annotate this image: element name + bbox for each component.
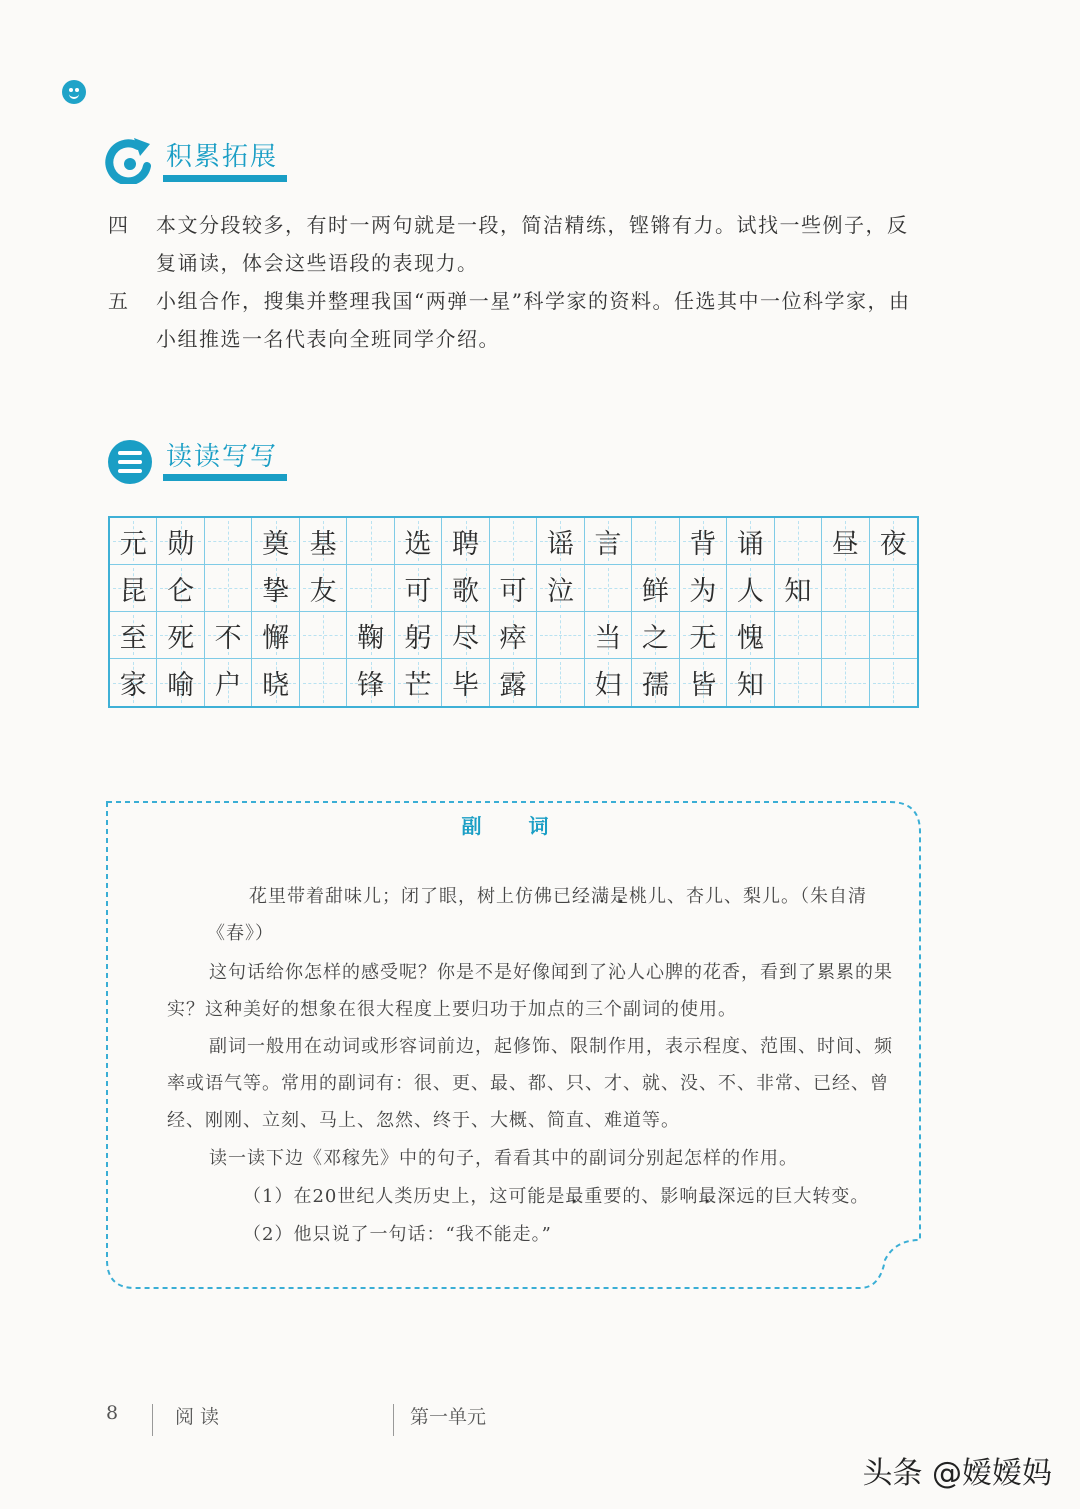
quote-text-a: 花里带着甜味儿；闭了眼，树上仿佛: [249, 886, 553, 907]
grid-cell: [775, 659, 822, 706]
grid-cell: [395, 659, 442, 706]
grid-char: 死: [167, 622, 195, 654]
grid-char: 锋: [357, 670, 385, 701]
grid-cell: [347, 518, 394, 565]
section-underline: [163, 474, 287, 481]
grid-cell: [205, 565, 252, 612]
grid-cell: [537, 518, 584, 565]
grid-char: 皆: [689, 670, 717, 701]
example-sentence-2: [243, 1216, 923, 1253]
grid-cell: [157, 612, 204, 659]
grid-char: 友: [309, 575, 337, 607]
grid-char: 基: [309, 528, 337, 560]
grid-char: 为: [689, 575, 717, 607]
grid-cell: [395, 612, 442, 659]
refresh-arrow-icon: [104, 136, 156, 184]
grid-cell: [632, 565, 679, 612]
grid-char: 愧: [736, 622, 764, 654]
dotted-char: 只: [312, 1224, 332, 1245]
exercise-text: 本文分段较多，有时一两句就是一段，简洁精练，铿锵有力。试找一些例子，反复诵读，体会这些语段的表现力。: [156, 213, 909, 275]
grid-cell: [775, 612, 822, 659]
grid-char: 昆: [119, 575, 147, 607]
grid-cell: [157, 565, 204, 612]
sentence-text: 深远的巨大转变。: [717, 1186, 870, 1207]
grid-cell: [252, 659, 299, 706]
grid-cell: [347, 612, 394, 659]
grid-cell: [537, 565, 584, 612]
adverb-info-box: [105, 800, 925, 1290]
grid-char: 之: [641, 622, 669, 654]
grid-char: 诵: [736, 528, 764, 560]
grid-cell: [537, 659, 584, 706]
grid-char: 可: [404, 575, 432, 607]
section-title-accumulate: 积累拓展: [166, 142, 279, 172]
grid-cell: [252, 565, 299, 612]
list-circle-icon: [106, 438, 154, 486]
grid-char: 仑: [167, 575, 195, 607]
grid-cell: [252, 612, 299, 659]
grid-cell: [680, 565, 727, 612]
grid-cell: [110, 659, 157, 706]
grid-cell: [205, 659, 252, 706]
grid-cell: [490, 565, 537, 612]
dotted-char: 经: [572, 886, 591, 907]
grid-char: 晓: [262, 670, 290, 701]
grid-cell: [680, 518, 727, 565]
grid-char: 鞠: [357, 622, 385, 654]
grid-cell: [727, 518, 774, 565]
grid-cell: [395, 565, 442, 612]
grid-cell: [110, 518, 157, 565]
grid-cell: [252, 518, 299, 565]
section-underline: [163, 175, 287, 182]
paragraph-4: 读一读下边《邓稼先》中的句子，看看其中的副词分别起怎样的作用。: [209, 1148, 798, 1169]
grid-cell: [442, 659, 489, 706]
grid-cell: [300, 565, 347, 612]
page-number: 8: [106, 1402, 119, 1424]
grid-cell: [870, 518, 917, 565]
grid-char: 人: [736, 575, 764, 607]
grid-char: 可: [499, 575, 527, 607]
paragraph-2: 这句话给你怎样的感受呢？你是不是好像闻到了沁人心脾的花香，看到了累累的果实？这种美好的想象在很大程度上要归功于加点的三个副词的使用。: [167, 962, 893, 1020]
grid-cell: [680, 612, 727, 659]
grid-cell: [680, 659, 727, 706]
sentence-text: 重要的、影响: [584, 1186, 699, 1207]
grid-cell: [347, 659, 394, 706]
example-sentence-1: [243, 1178, 923, 1215]
grid-cell: [822, 518, 869, 565]
grid-cell: [822, 659, 869, 706]
paragraph-3: 副词一般用在动词或形容词前边，起修饰、限制作用，表示程度、范围、时间、频率或语气等。常用的副词有：很、更、最、都、只、才、就、没、不、非常、已经、曾经、刚刚、立刻、马上、忽然、终于、大概、简直、难道等。: [167, 1036, 893, 1131]
grid-cell: [585, 565, 632, 612]
footer-divider: [152, 1404, 153, 1436]
grid-char: 背: [689, 528, 717, 560]
dotted-char: 最: [698, 1186, 718, 1207]
grid-cell: [727, 565, 774, 612]
grid-cell: [585, 612, 632, 659]
grid-char: 户: [214, 670, 242, 701]
grid-cell: [300, 518, 347, 565]
grid-char: 歌: [452, 575, 480, 607]
dotted-char: 已: [553, 886, 572, 907]
grid-char: 芒: [404, 670, 432, 701]
grid-cell: [870, 565, 917, 612]
grid-char: 至: [119, 622, 147, 654]
grid-cell: [822, 612, 869, 659]
grid-char: 昼: [831, 528, 859, 560]
grid-char: 尽: [452, 622, 480, 654]
grid-cell: [395, 518, 442, 565]
sentence-text: 说了一句话：“我不能走。”: [331, 1224, 552, 1245]
grid-cell: [442, 518, 489, 565]
sentence-text: （2）他: [243, 1224, 313, 1245]
smiley-icon: [62, 80, 86, 104]
grid-char: 奠: [262, 528, 290, 560]
exercise-5: [108, 282, 938, 362]
vocabulary-grid: [108, 516, 919, 708]
grid-char: 知: [736, 670, 764, 701]
grid-char: 当: [594, 622, 622, 654]
dotted-char: 满: [591, 886, 610, 907]
exercise-text: 小组合作，搜集并整理我国“两弹一星”科学家的资料。任选其中一位科学家，由小组推选一名代表向全班同学介绍。: [156, 289, 911, 351]
grid-char: 无: [689, 622, 717, 654]
grid-char: 妇: [594, 670, 622, 701]
section-title-read-write: 读读写写: [166, 442, 279, 472]
dotted-char: 最: [565, 1186, 585, 1207]
grid-char: 勋: [167, 528, 195, 560]
grid-cell: [442, 612, 489, 659]
grid-cell: [870, 612, 917, 659]
grid-cell: [727, 612, 774, 659]
grid-char: 不: [214, 622, 242, 654]
grid-char: 元: [119, 528, 147, 560]
exercise-number: 四: [108, 213, 130, 237]
grid-cell: [632, 659, 679, 706]
grid-cell: [442, 565, 489, 612]
grid-char: 泣: [546, 575, 574, 607]
grid-cell: [775, 565, 822, 612]
grid-char: 躬: [404, 622, 432, 654]
grid-cell: [205, 518, 252, 565]
grid-cell: [585, 659, 632, 706]
grid-cell: [110, 612, 157, 659]
grid-cell: [490, 518, 537, 565]
grid-cell: [110, 565, 157, 612]
grid-char: 选: [404, 528, 432, 560]
grid-char: 知: [784, 575, 812, 607]
grid-char: 喻: [167, 670, 195, 701]
source-watermark: 头条 @嫒嫒妈: [862, 1456, 1052, 1491]
grid-cell: [347, 565, 394, 612]
footer-unit: 第一单元: [410, 1406, 487, 1428]
grid-char: 鲜: [641, 575, 669, 607]
footer-part: 阅 读: [175, 1406, 220, 1428]
grid-cell: [870, 659, 917, 706]
grid-char: 聘: [452, 528, 480, 560]
grid-char: 瘁: [499, 622, 527, 654]
grid-cell: [157, 659, 204, 706]
grid-cell: [585, 518, 632, 565]
quote-paragraph: [207, 878, 907, 952]
grid-cell: [300, 612, 347, 659]
grid-cell: [157, 518, 204, 565]
grid-cell: [632, 518, 679, 565]
footer-divider: [393, 1404, 394, 1436]
grid-char: 懈: [262, 622, 290, 654]
grid-cell: [822, 565, 869, 612]
grid-cell: [727, 659, 774, 706]
grid-cell: [205, 612, 252, 659]
grid-char: 夜: [879, 528, 907, 560]
grid-cell: [632, 612, 679, 659]
exercise-4: [108, 206, 938, 286]
grid-char: 谣: [546, 528, 574, 560]
grid-cell: [775, 518, 822, 565]
box-title: 副 词: [461, 814, 569, 838]
sentence-text: （1）在20世纪人类历史上，这可能是: [243, 1186, 566, 1207]
grid-cell: [490, 612, 537, 659]
grid-cell: [490, 659, 537, 706]
grid-char: 孺: [641, 670, 669, 701]
grid-char: 家: [119, 670, 147, 701]
grid-char: 言: [594, 528, 622, 560]
grid-cell: [300, 659, 347, 706]
quote-text-b: 是桃儿、杏儿、梨儿。（朱自清《春》）: [207, 886, 867, 944]
grid-char: 毕: [452, 670, 480, 701]
exercise-number: 五: [108, 289, 130, 313]
grid-cell: [537, 612, 584, 659]
grid-char: 挚: [262, 575, 290, 607]
grid-char: 露: [499, 670, 527, 701]
